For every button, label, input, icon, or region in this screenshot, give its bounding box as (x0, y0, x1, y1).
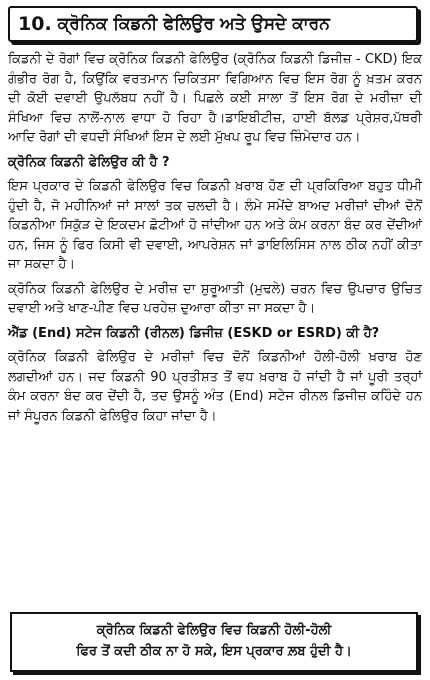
key-note-line-1: ਕ੍ਰੋਨਿਕ ਕਿਡਨੀ ਫੇਲਿਉਰ ਵਿਚ ਕਿਡਨੀ ਹੋਲੀ-ਹੋਲੀ (96, 623, 332, 638)
chapter-content (8, 50, 422, 426)
chapter-title: ਕ੍ਰੋਨਿਕ ਕਿਡਨੀ ਫੇਲਿਉਰ ਅਤੇ ਉਸਦੇ ਕਾਰਨ (57, 14, 330, 34)
ckd-description-paragraph: ਇਸ ਪ੍ਰਕਾਰ ਦੇ ਕਿਡਨੀ ਫੇਲਿਉਰ ਵਿਚ ਕਿਡਨੀ ਖ਼ਰਾਬ ਹੋਣ ਦੀ ਪ੍ਰਕਿਰਿਆ ਬਹੁਤ ਧੀਮੀ ਹੁੰਦੀ ਹੈ, ਜੋ ਮਹੀਨਿਆਂ ਜਾਂ ਸਾਲਾਂ ਤਕ ਚਲਦੀ ਹੈ। ਲੰਮੇ ਸਮੇਂਦੇ ਬਾਅਦ ਮਰੀਜ਼ਾਂ ਦੀਆਂ ਦੋਨੋਂ ਕਿਡਨੀਆ ਸਿਕੁੱੜ ਦੇ ਇਕਦਮ ਛੋਟੀਆਂ ਹੋ ਜਾਂਦੀਆ ਹਨ ਅਤੇ ਕੰਮ ਕਰਨਾ ਬੰਦ ਕਰ ਦੇਂਦੀਆਂ ਹਨ, ਜਿਸ ਨੂੰ ਫਿਰ ਕਿਸੀ ਵੀ ਦਵਾਈ, ਆਪਰੇਸ਼ਨ ਜਾਂ ਡਾਇਲਿਸਿਸ ਨਾਲ ਠੀਕ ਨਹੀਂ ਕੀਤਾ ਜਾ ਸਕਦਾ ਹੈ। (8, 179, 422, 272)
section-heading-eskd: ਐੱਡ (End) ਸਟੇਜ ਕਿਡਨੀ (ਰੀਨਲ) ਡਿਜੀਜ਼ (ESKD or ESRD) ਕੀ ਹੈ? (8, 325, 380, 341)
section-heading-what-is-ckd: ਕ੍ਰੋਨਿਕ ਕਿਡਨੀ ਫੇਲਿਉਰ ਕੀ ਹੈ ? (8, 154, 170, 170)
eskd-description-paragraph: ਕ੍ਰੋਨਿਕ ਕਿਡਨੀ ਫੇਲਿਉਰ ਦੇ ਮਰੀਜ਼ਾਂ ਵਿਚ ਦੋਨੋਂ ਕਿਡਨੀਆਂ ਹੋਲੀ-ਹੋਲੀ ਖ਼ਰਾਬ ਹੋਣ ਲਗਦੀਆਂ ਹਨ। ਜਦ ਕਿਡਨੀ 90 ਪ੍ਰਤੀਸ਼ਤ ਤੋਂ ਵਧ ਖ਼ਰਾਬ ਹੋ ਜਾਂਦੀ ਹੈ ਜਾਂ ਪੂਰੀ ਤਰ੍ਹਾਂ ਕੰਮ ਕਰਨਾ ਬੰਦ ਕਰ ਦੇਂਦੀ ਹੈ, ਤਦ ਉਸਨੂੰ ਅੰਤ (End) ਸਟੇਜ ਰੀਨਲ ਡਿਜੀਜ਼ ਕਹਿੰਦੇ ਹਨ ਜਾਂ ਸੰਪੂਰਨ ਕਿਡਨੀ ਫੇਲਿਉਰ ਕਿਹਾ ਜਾਂਦਾ ਹੈ। (8, 350, 422, 424)
intro-paragraph: ਕਿਡਨੀ ਦੇ ਰੋਗਾਂ ਵਿਚ ਕ੍ਰੋਨਿਕ ਕਿਡਨੀ ਫੇਲਿਉਰ (ਕ੍ਰੋਨਿਕ ਕਿਡਨੀ ਡਿਜੀਜ਼ - CKD) ਇਕ ਗੰਭੀਰ ਰੋਗ ਹੈ, ਕਿਉਂਕਿ ਵਰਤਮਾਨ ਚਿਕਿਤਸਾ ਵਿਗਿਆਨ ਵਿਚ ਇਸ ਰੋਗ ਨੂੰ ਖ਼ਤਮ ਕਰਨ ਦੀ ਕੋਈ ਦਵਾਈ ਉਪਲੱਬਧ ਨਹੀਂ ਹੈ। ਪਿਛਲੇ ਕਈ ਸਾਲਾ ਤੋਂ ਇਸ ਰੋਗ ਦੇ ਮਰੀਜ਼ਾ ਦੀ ਸੰਖਿਆ ਵਿਚ ਨਾਲੋਂ-ਨਾਲ ਵਾਧਾ ਹੋ ਰਿਹਾ ਹੈ।ਡਾਇਬੀਟੀਜ਼, ਹਾਈ ਬੱਲਡ ਪ੍ਰੇਸ਼ਰ,ਪੱਥਰੀ ਆਦਿ ਰੋਗਾਂ ਦੀ ਵਧਦੀ ਸੰਖਿਆਂ ਇਸ ਦੇ ਲਈ ਮੁੱਖਪ ਰੂਪ ਵਿਚ ਜ਼ਿੰਮੇਦਾਰ ਹਨ। (8, 52, 422, 145)
key-note-line-2: ਫਿਰ ਤੋਂ ਕਦੀ ਠੀਕ ਨਾ ਹੋ ਸਕੇ, ਇਸ ਪ੍ਰਕਾਰ ਲ਼ਬ ਹੁੰਦੀ ਹੈ। (76, 644, 352, 659)
early-treatment-paragraph: ਕ੍ਰੋਨਿਕ ਕਿਡਨੀ ਫੇਲਿਉਰ ਦੇ ਮਰੀਜ਼ ਦਾ ਸ਼ੁਰੂਆਤੀ (ਮੁਢਲੇ) ਚਰਨ ਵਿਚ ਉਪਚਾਰ ਉਚਿਤ ਦਵਾਈ ਅਤੇ ਖਾਣ-ਪੀਣ ਵਿਚ ਪਰਹੇਜ਼ ਦੁਆਰਾ ਕੀਤਾ ਜਾ ਸਕਦਾ ਹੈ। (8, 281, 422, 316)
chapter-title-box (8, 6, 418, 42)
chapter-number: 10. (18, 13, 52, 35)
key-note-box (10, 612, 418, 672)
